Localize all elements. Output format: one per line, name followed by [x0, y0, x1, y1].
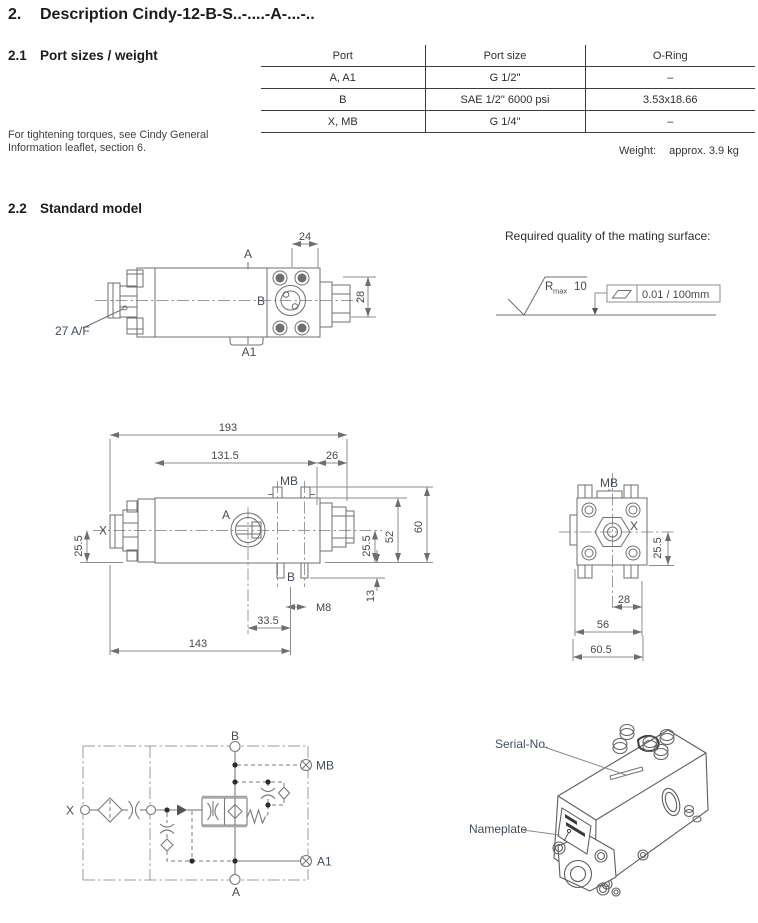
mating-surface-caption: Required quality of the mating surface: [505, 229, 711, 243]
section-2-1-title: Port sizes / weight [40, 48, 158, 63]
col-header-port-size: Port size [425, 45, 585, 67]
table-row [261, 111, 755, 133]
table-row [261, 67, 755, 89]
mating-surface-symbol [490, 253, 755, 328]
serial-no-label: Serial-No. [495, 737, 549, 751]
label-m8: M8 [316, 602, 332, 614]
page-title-number: 2. [8, 6, 22, 23]
roughness-value: 10 [574, 281, 587, 293]
weight-value: approx. 3.9 kg [669, 145, 739, 157]
dim-25-5-right: 25.5 [361, 535, 373, 557]
schematic-boundary [83, 746, 308, 880]
cell-oring: – [585, 67, 755, 89]
top-dim-24: 24 [298, 231, 312, 243]
side-label-mb: MB [600, 476, 618, 490]
top-label-a1: A1 [241, 345, 257, 359]
torque-note-line2: Information leaflet, section 6. [8, 142, 147, 154]
schematic-label-b: B [230, 729, 240, 743]
front-label-mb: MB [280, 474, 298, 488]
schematic-label-a: A [231, 885, 241, 899]
top-view-drawing [55, 228, 465, 376]
side-dim-56: 56 [596, 619, 610, 631]
cell-port: X, MB [327, 115, 358, 128]
schematic-label-x: X [65, 803, 74, 818]
top-label-a: A [243, 247, 253, 261]
side-dim-28: 28 [617, 594, 631, 606]
cell-port: B [339, 93, 347, 106]
schematic-lines [81, 742, 312, 885]
front-label-b: B [286, 570, 296, 584]
roughness-r: R [545, 281, 554, 293]
side-view-drawing [543, 453, 758, 665]
nameplate-label: Nameplate [469, 822, 528, 836]
dim-13: 13 [365, 589, 377, 603]
weight-line [619, 145, 739, 157]
valve-body-3d [553, 725, 708, 897]
section-2-1-number: 2.1 [8, 48, 27, 63]
dim-193: 193 [218, 422, 238, 434]
front-label-a: A [221, 508, 231, 522]
page-title-text: Description Cindy-12-B-S..-....-A-...-.. [40, 6, 315, 23]
page-title [8, 6, 315, 24]
dim-60: 60 [413, 520, 425, 534]
top-view-body [83, 262, 350, 345]
hydraulic-schematic [55, 700, 400, 918]
flatness-icon [613, 291, 632, 299]
cell-size: G 1/4" [425, 111, 585, 133]
flatness-value: 0.01 / 100mm [642, 289, 710, 301]
top-label-b: B [256, 294, 265, 308]
cell-oring: – [585, 111, 755, 133]
pilot-arrow [177, 805, 187, 816]
section-2-2-heading [8, 201, 142, 216]
section-2-2-number: 2.2 [8, 201, 27, 216]
isometric-view [440, 698, 758, 923]
dim-26: 26 [325, 450, 339, 462]
dim-131-5: 131.5 [211, 450, 239, 462]
port-sizes-table [261, 45, 755, 133]
dim-33-5: 33.5 [257, 615, 279, 627]
schematic-label-a1: A1 [317, 854, 332, 869]
torque-note-line1: For tightening torques, see Cindy General [8, 129, 209, 141]
top-dim-28: 28 [355, 290, 367, 304]
cell-size: G 1/2" [425, 67, 585, 89]
nameplate-leader [523, 830, 560, 835]
roughness-sub: max [553, 286, 568, 296]
cell-size: SAE 1/2" 6000 psi [425, 89, 585, 111]
col-header-port: Port [332, 49, 353, 62]
dim-52: 52 [384, 530, 396, 544]
dim-143: 143 [188, 638, 208, 650]
front-label-x: X [98, 523, 108, 538]
cell-oring: 3.53x18.66 [585, 89, 755, 111]
top-label-wrench-size: 27 A/F [55, 324, 90, 338]
front-view-drawing [75, 415, 445, 680]
section-2-1-heading [8, 48, 158, 63]
leader-arrow [592, 308, 598, 315]
section-2-2-title: Standard model [40, 201, 143, 216]
col-header-oring: O-Ring [585, 45, 755, 67]
dim-25-5-left: 25.5 [73, 535, 85, 557]
cell-port: A, A1 [329, 71, 356, 84]
schematic-label-mb: MB [316, 758, 334, 773]
side-label-x: X [630, 519, 639, 533]
side-dim-25-5: 25.5 [652, 537, 664, 559]
side-dim-60-5: 60.5 [590, 644, 612, 656]
torque-note [8, 129, 208, 155]
table-row [261, 89, 755, 111]
weight-label: Weight: [619, 145, 657, 157]
table-header-row [261, 45, 755, 67]
